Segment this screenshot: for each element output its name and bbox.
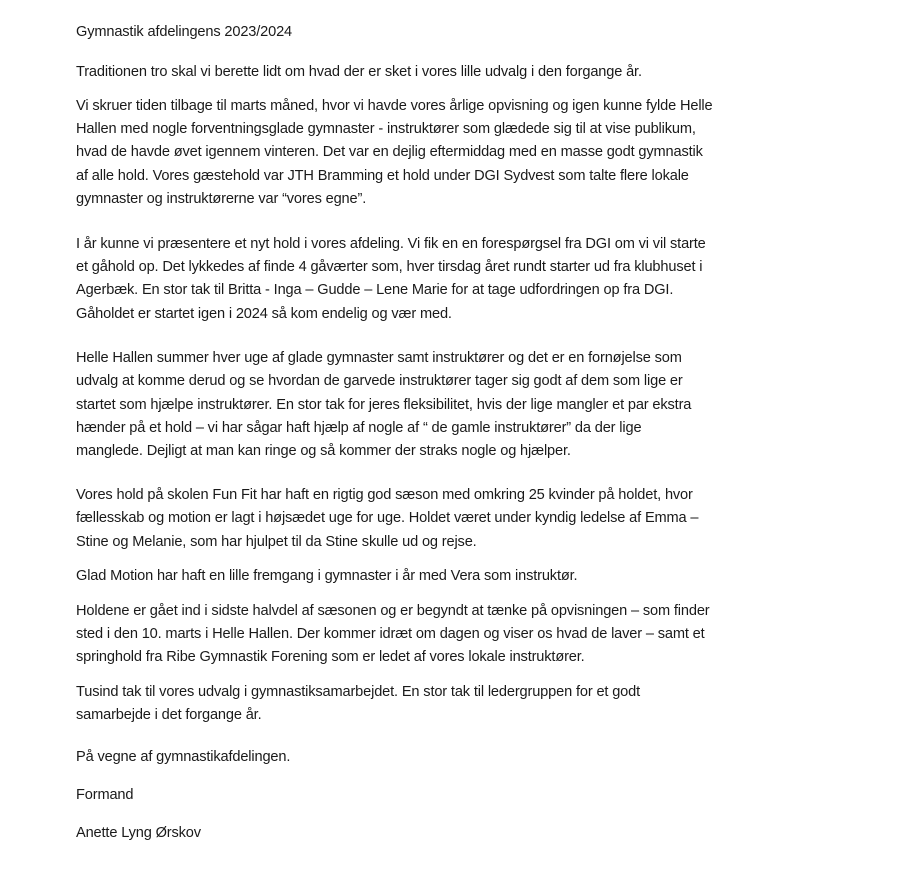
paragraph-line: gymnaster og instruktørerne var “vores egne”. bbox=[76, 191, 367, 207]
paragraph-line: af alle hold. Vores gæstehold var JTH Bramming et hold under DGI Sydvest som talte flere lokale bbox=[76, 168, 689, 184]
paragraph-line: hvad de havde øvet igennem vinteren. Det var en dejlig eftermiddag med en masse godt gymnastik bbox=[76, 144, 703, 160]
paragraph-line: hænder på et hold – vi har sågar haft hjælp af nogle af “ de gamle instruktører” da der lige bbox=[76, 420, 642, 436]
paragraph-line: Traditionen tro skal vi berette lidt om hvad der er sket i vores lille udvalg i den forgange år. bbox=[76, 64, 642, 80]
paragraph-line: Gåholdet er startet igen i 2024 så kom endelig og vær med. bbox=[76, 306, 452, 322]
paragraph-line: Glad Motion har haft en lille fremgang i gymnaster i år med Vera som instruktør. bbox=[76, 568, 578, 584]
closing-line: På vegne af gymnastikafdelingen. bbox=[76, 749, 291, 765]
paragraph-line: Helle Hallen summer hver uge af glade gymnaster samt instruktører og det er en fornøjelse som bbox=[76, 350, 682, 366]
paragraph-line: I år kunne vi præsentere et nyt hold i vores afdeling. Vi fik en en forespørgsel fra DGI om vi vil starte bbox=[76, 236, 706, 252]
paragraph-line: Holdene er gået ind i sidste halvdel af sæsonen og er begyndt at tænke på opvisningen – som finder bbox=[76, 603, 710, 619]
paragraph-line: fællesskab og motion er lagt i højsædet uge for uge. Holdet været under kyndig ledelse af Emma – bbox=[76, 510, 699, 526]
paragraph-line: springhold fra Ribe Gymnastik Forening som er ledet af vores lokale instruktører. bbox=[76, 649, 585, 665]
paragraph-line: manglede. Dejligt at man kan ringe og så kommer der straks nogle og hjælper. bbox=[76, 443, 571, 459]
paragraph-line: udvalg at komme derud og se hvordan de garvede instruktører tager sig godt af dem som lige er bbox=[76, 373, 683, 389]
paragraph-line: Tusind tak til vores udvalg i gymnastiksamarbejdet. En stor tak til ledergruppen for et godt bbox=[76, 684, 641, 700]
signature-role: Formand bbox=[76, 787, 134, 803]
paragraph-line: startet som hjælpe instruktører. En stor tak for jeres fleksibilitet, hvis der lige mangler et par ekstra bbox=[76, 397, 692, 413]
paragraph-line: Hallen med nogle forventningsglade gymnaster - instruktører som glædede sig til at vise publikum, bbox=[76, 121, 696, 137]
paragraph-line: Vores hold på skolen Fun Fit har haft en rigtig god sæson med omkring 25 kvinder på holdet, hvor bbox=[76, 487, 693, 503]
paragraph-line: Vi skruer tiden tilbage til marts måned, hvor vi havde vores årlige opvisning og igen kunne fylde Helle bbox=[76, 98, 713, 114]
signature-name: Anette Lyng Ørskov bbox=[76, 825, 201, 841]
paragraph-line: et gåhold op. Det lykkedes af finde 4 gåværter som, hver tirsdag året rundt starter ud fra klubhuset i bbox=[76, 259, 703, 275]
paragraph-line: sted i den 10. marts i Helle Hallen. Der kommer idræt om dagen og viser os hvad de laver – samt et bbox=[76, 626, 705, 642]
paragraph-line: samarbejde i det forgange år. bbox=[76, 707, 262, 723]
paragraph-line: Stine og Melanie, som har hjulpet til da Stine skulle ud og rejse. bbox=[76, 534, 477, 550]
paragraph-line: Agerbæk. En stor tak til Britta - Inga – Gudde – Lene Marie for at tage udfordringen op fra DGI. bbox=[76, 282, 674, 298]
document-title: Gymnastik afdelingens 2023/2024 bbox=[76, 24, 293, 40]
